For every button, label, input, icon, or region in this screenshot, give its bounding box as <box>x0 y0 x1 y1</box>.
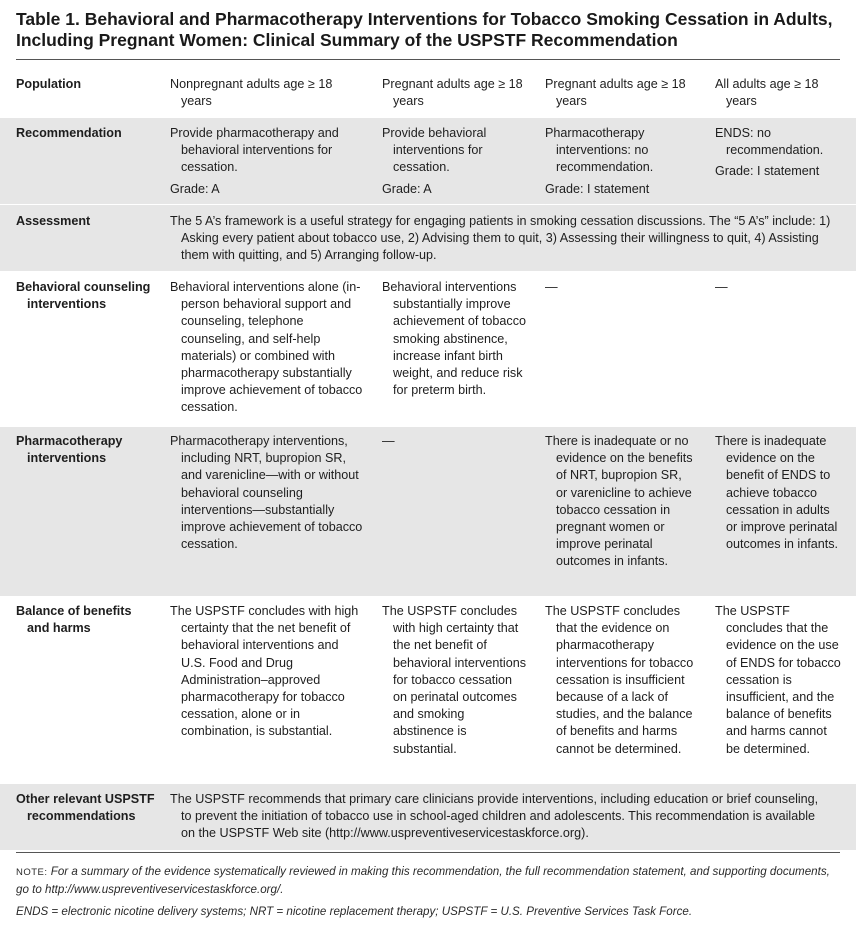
grade-label: Grade: A <box>382 181 432 196</box>
assessment-cell: The 5 A’s framework is a useful strategy for engaging patients in smoking cessation discussions. The “5 A’s” include: 1) Asking every patient about tobacco use, 2) Advising them to quit, 3) Assessing their willingness to quit, 4) Assisting them with quitting, and 5) Arranging follow-up. <box>170 214 831 263</box>
other-recommendations-cell: The USPSTF recommends that primary care clinicians provide interventions, including education or brief counseling, to prevent the initiation of tobacco use in school-aged children and adolescents. This recommendation is available on the USPSTF Web site (http://www.uspreventiveservicestaskforce.org). <box>170 792 819 841</box>
recommendation-cell: Provide behavioral interventions for cessation. Grade: A <box>382 125 527 198</box>
population-cell: Nonpregnant adults age ≥ 18 years <box>170 77 333 109</box>
top-rule <box>16 59 840 60</box>
pharmacotherapy-cell: Pharmacotherapy interventions, including NRT, bupropion SR, and varenicline—with or without behavioral counseling interventions—substantially improve achievement of tobacco cessation. <box>170 434 363 552</box>
behavioral-row-header: Behavioral counseling interventions <box>16 280 151 312</box>
population-cell: Pregnant adults age ≥ 18 years <box>545 77 686 109</box>
recommendation-cell: Pharmacotherapy interventions: no recommendation. Grade: I statement <box>545 125 700 198</box>
pharmacotherapy-row-header: Pharmacotherapy interventions <box>16 434 123 466</box>
recommendation-cell: ENDS: no recommendation. Grade: I statement <box>715 125 840 181</box>
behavioral-cell: Behavioral interventions alone (in-person behavioral support and counseling, telephone counseling, and self-help materials) or combined with pharmacotherapy substantially improve achievement of tobacco cessation. <box>170 280 363 415</box>
pharmacotherapy-cell: There is inadequate or no evidence on the benefits of NRT, bupropion SR, or varenicline to achieve tobacco cessation in pregnant women or improve perinatal outcomes in infants. <box>545 434 693 569</box>
grade-label: Grade: I statement <box>545 181 650 196</box>
table-title: Table 1. Behavioral and Pharmacotherapy Interventions for Tobacco Smoking Cessation in Adults, Including Pregnant Women: Clinical Summary of the USPSTF Recommendation <box>16 9 833 50</box>
bottom-rule <box>16 852 840 853</box>
note-label: NOTE: <box>16 867 48 878</box>
note-text: For a summary of the evidence systematically reviewed in making this recommendation, the full recommendation statement, and supporting documents, go to http://www.uspreventiveservicestaskforce.org/. <box>16 865 830 896</box>
balance-row-header: Balance of benefits and harms <box>16 604 132 636</box>
population-cell: All adults age ≥ 18 years <box>715 77 819 109</box>
assessment-row-header: Assessment <box>16 214 91 228</box>
recommendation-cell: Provide pharmacotherapy and behavioral interventions for cessation. Grade: A <box>170 125 365 198</box>
pharmacotherapy-cell: There is inadequate evidence on the benefit of ENDS to achieve tobacco cessation in adults or improve perinatal outcomes in infants. <box>715 434 839 552</box>
behavioral-cell: — <box>545 280 558 294</box>
grade-label: Grade: I statement <box>715 164 820 179</box>
balance-cell: The USPSTF concludes with high certainty that the net benefit of behavioral interventions for tobacco cessation on perinatal outcomes and smoking abstinence is substantial. <box>382 604 527 756</box>
table-note <box>16 864 842 898</box>
recommendation-row-header: Recommendation <box>16 126 122 140</box>
abbreviations-note: ENDS = electronic nicotine delivery systems; NRT = nicotine replacement therapy; USPSTF = U.S. Preventive Services Task Force. <box>16 905 693 918</box>
balance-cell: The USPSTF concludes that the evidence on pharmacotherapy interventions for tobacco cessation is insufficient because of a lack of studies, and the balance of benefits and harms cannot be determined. <box>545 604 694 756</box>
pharmacotherapy-cell: — <box>382 434 395 448</box>
balance-cell: The USPSTF concludes with high certainty that the net benefit of behavioral interventions and U.S. Food and Drug Administration–approved pharmacotherapy for tobacco cessation, alone or in combination, is substantial. <box>170 604 359 739</box>
behavioral-cell: Behavioral interventions substantially improve achievement of tobacco smoking abstinence, increase infant birth weight, and reduce risk for preterm birth. <box>382 280 527 398</box>
population-row-header: Population <box>16 77 82 91</box>
grade-label: Grade: A <box>170 181 220 196</box>
balance-cell: The USPSTF concludes that the evidence on the use of ENDS for tobacco cessation is insufficient, and the balance of benefits and harms cannot be determined. <box>715 604 841 756</box>
behavioral-cell: — <box>715 280 728 294</box>
population-cell: Pregnant adults age ≥ 18 years <box>382 77 523 109</box>
other-recommendations-row-header: Other relevant USPSTF recommendations <box>16 792 155 824</box>
